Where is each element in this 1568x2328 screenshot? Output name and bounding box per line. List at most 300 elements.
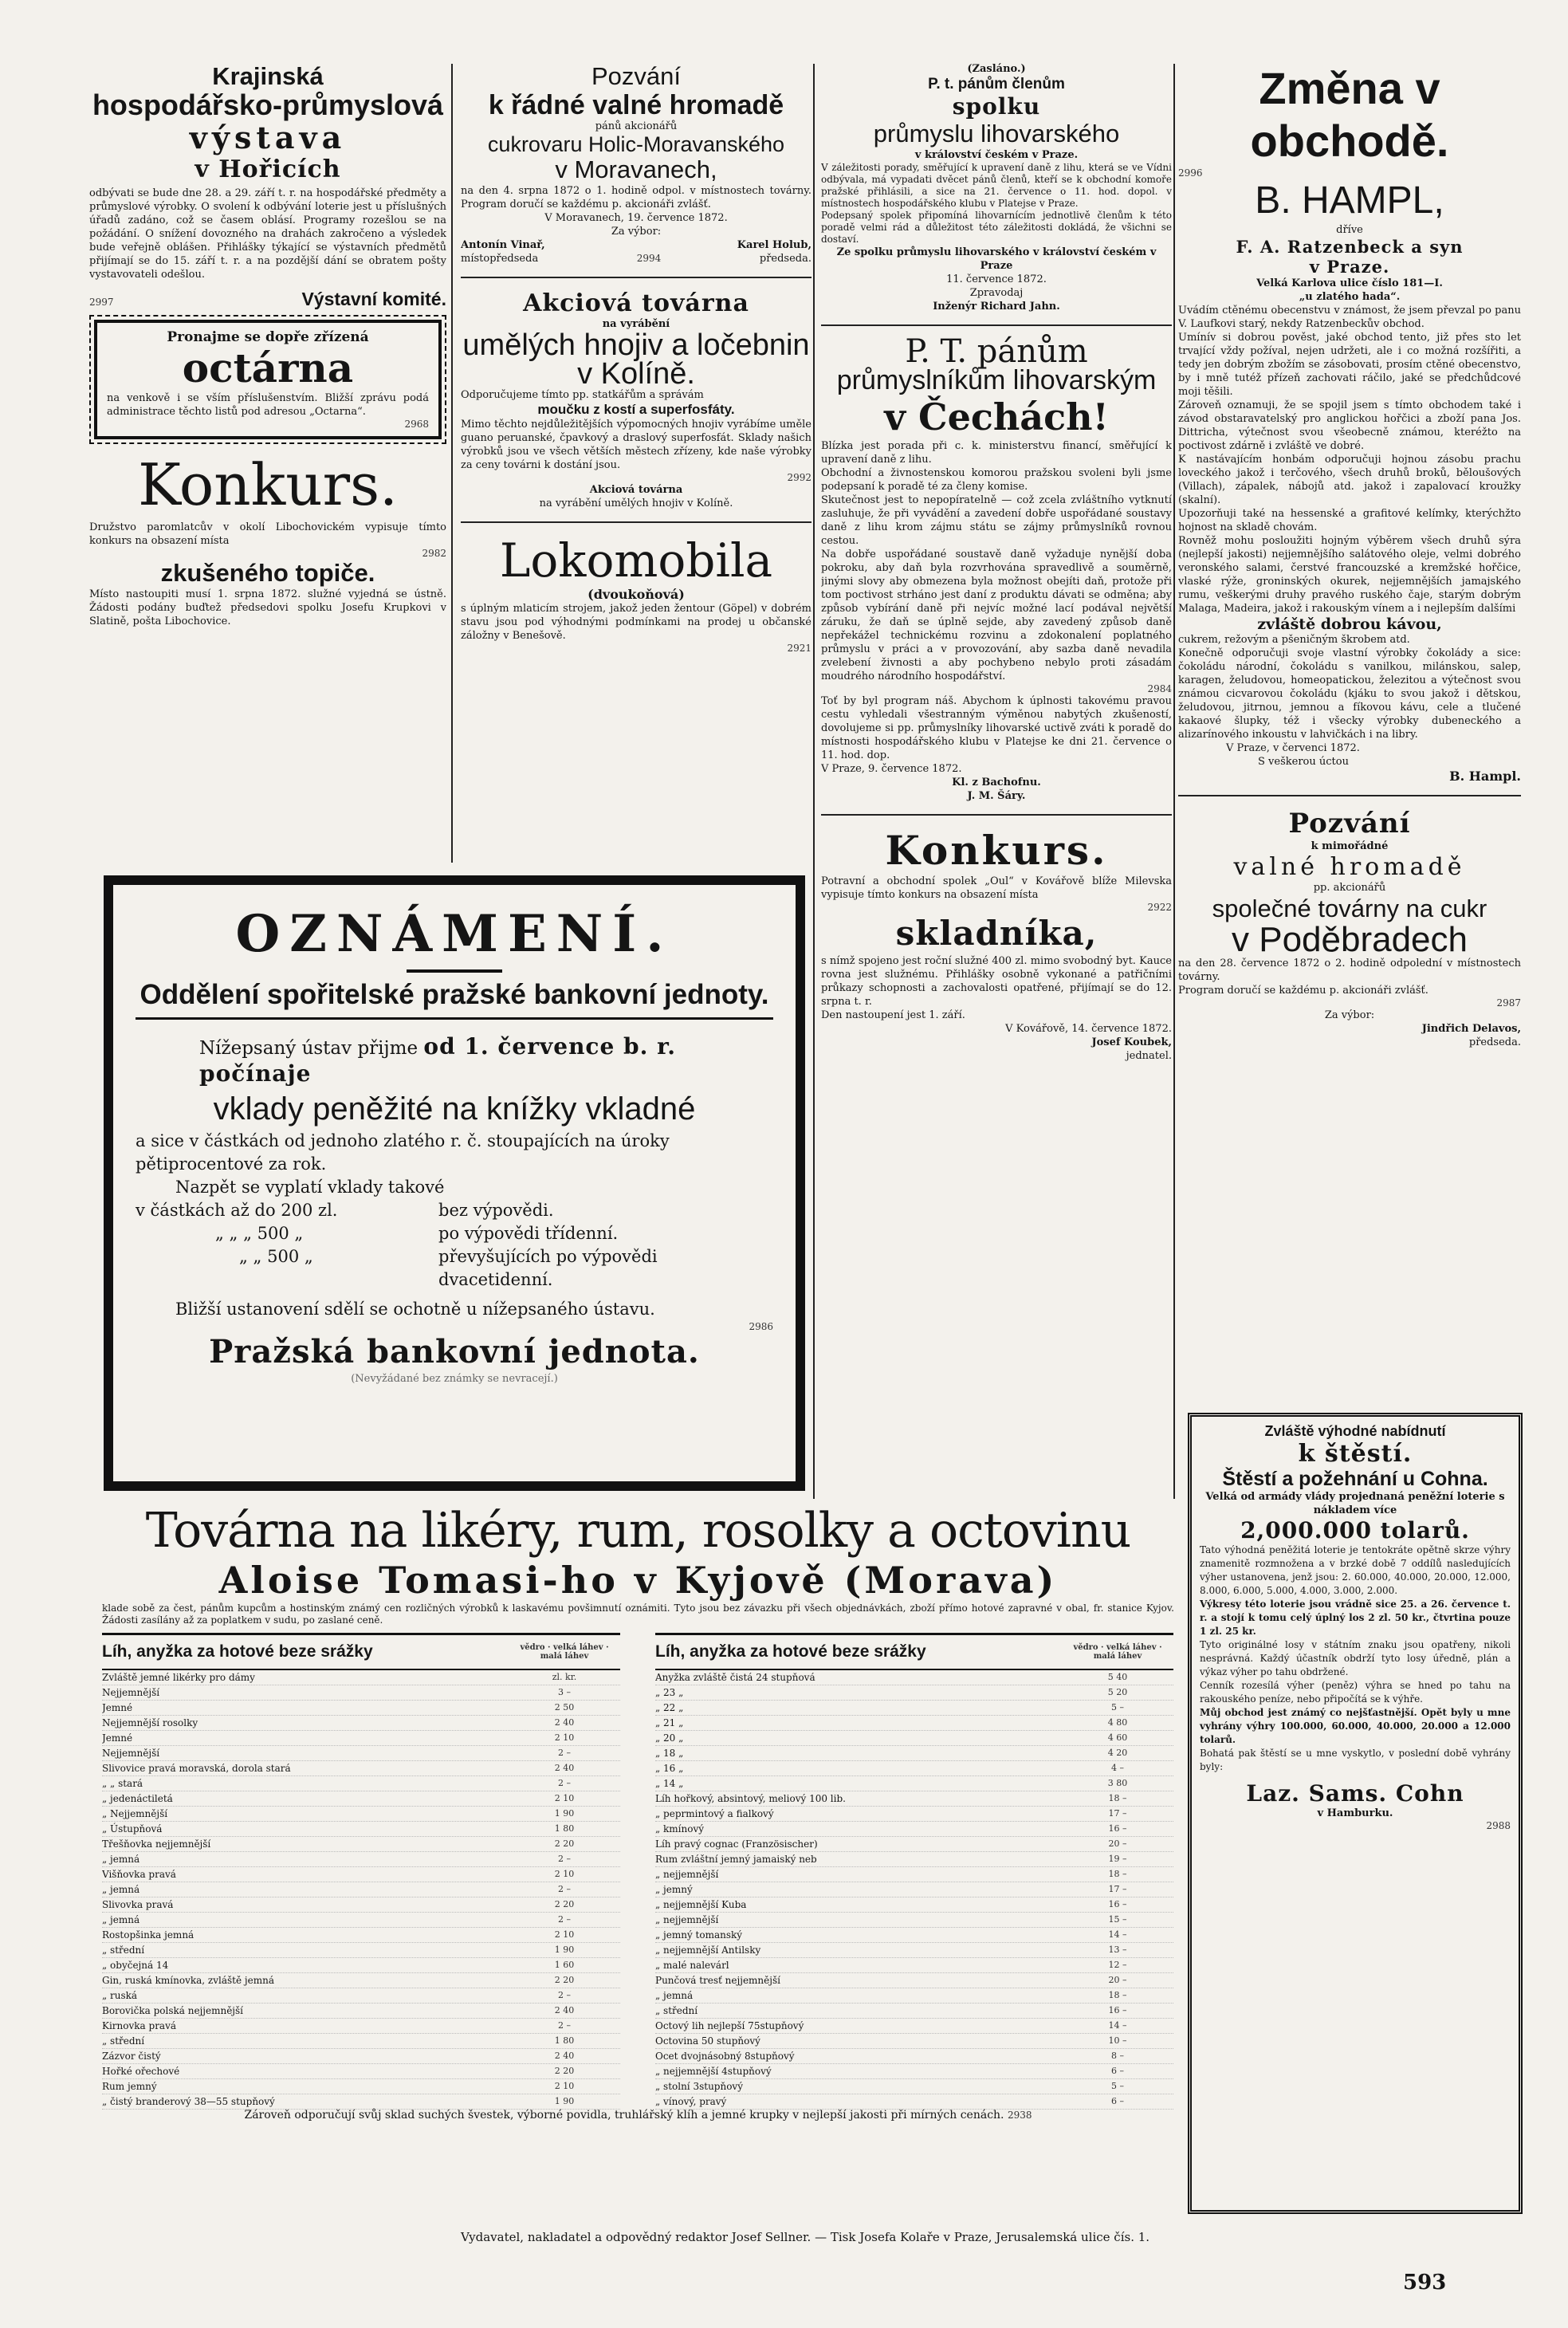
- table-item-price: 1 80: [554, 2035, 575, 2046]
- table-item-price: 2 20: [554, 1975, 575, 1985]
- column-rule: [1173, 64, 1175, 1499]
- octarna-title: octárna: [182, 344, 354, 391]
- table-item-price: 1 90: [554, 2096, 575, 2106]
- pozvani-t5: v Moravanech,: [555, 155, 717, 183]
- podebrady-t3: valné hromadě: [1233, 853, 1466, 881]
- tovarna-t2: na vyrábění: [602, 318, 670, 330]
- table-item-price: 8 –: [1111, 2051, 1124, 2061]
- oznameni-l7a: „ „ 500 „: [239, 1247, 313, 1266]
- table-row: [102, 1791, 620, 1807]
- table-item-name: Líh hořkový, absintový, meliový 100 lib.: [655, 1793, 846, 1804]
- table-row: [102, 1670, 620, 1685]
- table-row: [655, 2064, 1173, 2079]
- table-item-name: „ 21 „: [655, 1717, 684, 1728]
- pozvani-place: V Moravanech, 19. července 1872.: [544, 212, 728, 224]
- pozvani-role-2: předseda.: [759, 253, 812, 265]
- table-item-price: 2 40: [554, 1763, 575, 1773]
- ad-tovarna-kolin: [461, 289, 812, 510]
- zaslano-zpr: Zpravodaj: [969, 287, 1024, 299]
- tovarna-sig-2: na vyrábění umělých hnojiv v Kolíně.: [539, 497, 733, 509]
- konkurs2-body-3: Den nastoupení jest 1. září.: [821, 1009, 965, 1021]
- divider: [821, 324, 1172, 326]
- table-row: [655, 1943, 1173, 1958]
- pozvani-sig-1: Antonín Vinař,: [461, 239, 545, 251]
- table-body: [102, 1670, 620, 2110]
- tovarna-t1: Akciová továrna: [523, 289, 749, 317]
- zmena-bold: zvláště dobrou kávou,: [1257, 615, 1442, 633]
- vystava-signature: Výstavní komité.: [301, 289, 446, 309]
- ad-number: 2992: [787, 472, 812, 483]
- table-item-price: 2 –: [558, 1778, 571, 1788]
- konkurs-title: Konkurs.: [138, 451, 398, 518]
- table-item-name: Třešňovka nejjemnější: [102, 1838, 211, 1850]
- podebrady-vybor: Za výbor:: [1324, 1009, 1375, 1021]
- table-item-name: Višňovka pravá: [102, 1869, 176, 1880]
- ad-pt-pananum: [821, 333, 1172, 803]
- pozvani-vybor: Za výbor:: [611, 226, 662, 238]
- table-item-name: „ 23 „: [655, 1687, 684, 1698]
- oznameni-l1a: Nížepsaný ústav přijme: [199, 1038, 419, 1059]
- zmena-resp: S veškerou úctou: [1258, 756, 1349, 768]
- table-row: [655, 1731, 1173, 1746]
- oznameni-l6a: „ „ „ 500 „: [215, 1224, 304, 1243]
- table-row: [102, 2034, 620, 2049]
- zmena-t6: Velká Karlova ulice číslo 181—I.: [1256, 277, 1443, 289]
- zmena-p2: Umínív si dobrou pověst, jaké obchod tento, již přes sto let trvající vždy požíval, nejen udržeti, ale i co možná rozšířiti, a tedy jen dobrým zbožím se zásobovati, prosím ctěné obecenstvo, by i mně tutéž přízeň zachovati ráčilo, jaké se předchůdcové moji těšili.: [1178, 332, 1521, 398]
- table-item-price: 2 40: [554, 2005, 575, 2015]
- table-item-price: 14 –: [1108, 1929, 1127, 1940]
- ad-number: 2996: [1178, 167, 1203, 179]
- vystava-title-1: Krajinská: [212, 62, 324, 90]
- table-row: [102, 1776, 620, 1791]
- table-row: [102, 1807, 620, 1822]
- table-row: [655, 2049, 1173, 2064]
- table-item-price: 2 10: [554, 1929, 575, 1940]
- table-item-name: Kirnovka pravá: [102, 2020, 177, 2031]
- zaslano-t1: P. t. pánům členům: [928, 76, 1065, 92]
- table-item-name: „ nejjemnější 4stupňový: [655, 2066, 772, 2077]
- table-item-name: Nejjemnější: [102, 1687, 160, 1698]
- podebrady-role: předseda.: [1468, 1036, 1521, 1048]
- table-body: [655, 1670, 1173, 2110]
- ad-konkurs-skladnik: [821, 827, 1172, 1063]
- ad-number: 2921: [787, 643, 812, 654]
- cohn-t1: Zvláště výhodné nabídnutí: [1264, 1423, 1446, 1439]
- table-item-name: Slivovice pravá moravská, dorola stará: [102, 1763, 291, 1774]
- cohn-b7: Bohatá pak štěstí se u mne vyskytlo, v poslední době vyhrány byly:: [1200, 1748, 1511, 1772]
- cohn-b5: Cenník rozesílá výher (peněz) výhra se hned po tahu na rakouského peníze, nebo připočítá se k výhře.: [1200, 1680, 1511, 1705]
- pozvani-title-2: k řádné valné hromadě: [488, 90, 784, 120]
- zmena-t4: F. A. Ratzenbeck a syn: [1236, 237, 1464, 257]
- table-item-name: „ nejjemnější Kuba: [655, 1899, 747, 1910]
- podebrady-t1: Pozvání: [1288, 808, 1411, 840]
- cohn-b3: Výkresy této loterie jsou vrádně sice 25. a 26. července t. r. a stojí k tomu celý úplný los 2 zl. 50 kr., čtvrtina pouze 1 zl. 25 kr.: [1200, 1599, 1511, 1637]
- ad-cohn-lottery: [1188, 1413, 1523, 2214]
- price-table-right: [655, 1633, 1173, 2110]
- cohn-city: v Hamburku.: [1317, 1807, 1393, 1819]
- lokomobila-body: s úplným mlaticím strojem, jakož jeden žentour (Göpel) v dobrém stavu jsou pod výhodnými podmínkami na prodej u občanské záložny v Benešově.: [461, 603, 812, 642]
- table-row: [655, 1791, 1173, 1807]
- table-item-name: „ 22 „: [655, 1702, 684, 1713]
- table-item-price: 3 –: [558, 1687, 571, 1697]
- vystava-title-2: hospodářsko-průmyslová: [92, 88, 444, 121]
- table-item-price: 2 –: [558, 1990, 571, 2000]
- column-2: [461, 62, 812, 654]
- tovarna-sig-1: Akciová továrna: [589, 484, 683, 496]
- divider: [461, 277, 812, 278]
- zmena-t2: B. HAMPL,: [1255, 179, 1444, 222]
- table-item-price: 2 50: [554, 1702, 575, 1713]
- table-item-name: „ malé nalevárl: [655, 1960, 729, 1971]
- table-row: [655, 2019, 1173, 2034]
- divider: [461, 521, 812, 523]
- tovarna-t3: umělých hnojiv a ločebnin: [462, 328, 810, 362]
- table-item-name: „ jedenáctiletá: [102, 1793, 173, 1804]
- table-item-name: „ jemný tomanský: [655, 1929, 743, 1941]
- oznameni-l1b: od 1. července b. r. počínaje: [199, 1033, 677, 1087]
- oznameni-title: OZNÁMENÍ.: [235, 904, 674, 964]
- octarna-lead: Pronajme se dopře zřízená: [167, 329, 369, 345]
- table-item-price: 2 –: [558, 2020, 571, 2031]
- ad-zaslano: [821, 62, 1172, 313]
- octarna-body: na venkově i se vším příslušenstvím. Bližší zprávu podá administrace těchto listů pod adresou „Octarna“.: [107, 392, 429, 418]
- cohn-sign: Laz. Sams. Cohn: [1246, 1780, 1464, 1807]
- table-row: [655, 1882, 1173, 1897]
- divider: [136, 1017, 773, 1020]
- konkurs2-date: V Kovářově, 14. července 1872.: [1005, 1023, 1172, 1035]
- table-item-name: „ „ stará: [102, 1778, 143, 1789]
- table-row: [102, 1958, 620, 1973]
- table-row: [102, 1731, 620, 1746]
- table-item-price: 2 10: [554, 1793, 575, 1803]
- column-rule: [813, 64, 815, 1499]
- table-item-price: 5 40: [1107, 1672, 1128, 1682]
- zmena-sign: B. Hampl.: [1449, 769, 1521, 784]
- oznameni-l5a: v částkách až do 200 zl.: [136, 1201, 338, 1220]
- ad-pozvani-podebrady: [1178, 808, 1521, 1049]
- oznameni-l2: vklady peněžité na knížky vkladné: [213, 1091, 696, 1127]
- zaslano-t3: průmyslu lihovarského: [873, 120, 1120, 147]
- table-item-price: 2 10: [554, 1869, 575, 1879]
- ad-number: 2997: [89, 297, 114, 308]
- zmena-p7: cukrem, režovým a pšeničným škrobem atd.: [1178, 634, 1410, 646]
- table-row: [655, 1670, 1173, 1685]
- table-row: [102, 1882, 620, 1897]
- konkurs2-title: Konkurs.: [885, 827, 1108, 874]
- cohn-big: 2,000.000 tolarů.: [1240, 1517, 1470, 1543]
- table-item-price: 14 –: [1108, 2020, 1127, 2031]
- ad-likery-header: [102, 1504, 1174, 1626]
- table-row: [655, 1746, 1173, 1761]
- table-row: [102, 1685, 620, 1701]
- tovarna-t4: v Kolíně.: [577, 357, 695, 391]
- lokomobila-title: Lokomobila: [499, 533, 773, 588]
- table-item-name: „ 20 „: [655, 1732, 684, 1744]
- table-row: [655, 1807, 1173, 1822]
- table-row: [655, 1973, 1173, 1988]
- table-row: [102, 1943, 620, 1958]
- table-item-name: Rum jemný: [102, 2081, 157, 2092]
- ad-lokomobila: [461, 534, 812, 654]
- table-item-name: „ ruská: [102, 1990, 138, 2001]
- table-row: [655, 2034, 1173, 2049]
- pozvani-body: na den 4. srpna 1872 o 1. hodině odpol. v místnostech továrny. Program doručí se každému p. akcionáři zvlášť.: [461, 185, 812, 210]
- table-header: Líh, anyžka za hotové beze srážky: [655, 1642, 926, 1661]
- table-item-name: Anyžka zvláště čistá 24 stupňová: [655, 1672, 815, 1683]
- konkurs2-sign: Josef Koubek,: [1091, 1036, 1172, 1048]
- pozvani-t3: pánů akcionářů: [595, 120, 678, 132]
- ad-number: 2982: [422, 548, 446, 559]
- table-item-price: 16 –: [1108, 2005, 1127, 2015]
- price-table-left: [102, 1633, 620, 2110]
- tovarna-body-2: Mimo těchto nejdůležitějších výpomocných hnojiv vyrábíme uměle guano peruanské, čpavkový a draslový superfosfát. Sklady našich výrobků jsou ve všech větších městech zřízeny, kde naše výrobky za ceny továrni k dostání jsou.: [461, 419, 812, 471]
- table-item-price: 2 40: [554, 2051, 575, 2061]
- table-item-name: Ocet dvojnásobný 8stupňový: [655, 2051, 795, 2062]
- table-row: [655, 2079, 1173, 2094]
- column-1: [89, 62, 446, 628]
- ad-number: 2984: [1147, 683, 1172, 694]
- podebrady-body: na den 28. července 1872 o 2. hodině odpolední v místnostech továrny.: [1178, 958, 1521, 983]
- oznameni-l5b: bez výpovědi.: [438, 1201, 554, 1220]
- table-item-name: „ 14 „: [655, 1778, 684, 1789]
- table-row: [102, 1837, 620, 1852]
- zmena-title: Změna v obchodě.: [1250, 63, 1449, 166]
- ad-number: 2922: [1147, 902, 1172, 913]
- table-item-name: „ jemná: [102, 1854, 140, 1865]
- table-item-name: „ Ústupňová: [102, 1823, 163, 1834]
- table-row: [102, 1867, 620, 1882]
- table-item-name: „ vínový, pravý: [655, 2096, 727, 2107]
- table-row: [102, 1973, 620, 1988]
- table-item-price: 1 90: [554, 1945, 575, 1955]
- oznameni-note: (Nevyžádané bez známky se nevracejí.): [351, 1373, 558, 1385]
- table-item-price: 2 20: [554, 2066, 575, 2076]
- table-item-price: 20 –: [1108, 1975, 1127, 1985]
- table-item-name: Gin, ruská kmínovka, zvláště jemná: [102, 1975, 274, 1986]
- table-item-name: Octovina 50 stupňový: [655, 2035, 760, 2047]
- table-item-name: Hořké ořechové: [102, 2066, 180, 2077]
- table-row: [655, 1822, 1173, 1837]
- table-item-price: 18 –: [1108, 1869, 1127, 1879]
- table-item-price: 2 –: [558, 1884, 571, 1894]
- table-item-price: 2 10: [554, 2081, 575, 2091]
- podebrady-t5: společné továrny na cukr: [1212, 895, 1487, 922]
- cohn-b6: Můj obchod jest známý co nejšťastnější. Opět byly u mne vyhrány výhry 100.000, 60.000, 40.000, 20.000 a 12.000 tolarů.: [1200, 1707, 1511, 1745]
- table-item-price: 16 –: [1108, 1823, 1127, 1834]
- table-item-price: 2 20: [554, 1838, 575, 1849]
- table-item-price: 6 –: [1111, 2096, 1124, 2106]
- table-item-price: 13 –: [1108, 1945, 1127, 1955]
- konkurs2-sub: skladníka,: [895, 914, 1098, 953]
- table-item-name: „ jemná: [102, 1884, 140, 1895]
- table-row: [655, 1776, 1173, 1791]
- divider: [1178, 795, 1521, 796]
- table-item-name: „ nejjemnější: [655, 1869, 719, 1880]
- table-item-name: Jemné: [102, 1732, 133, 1744]
- table-item-price: 18 –: [1108, 1793, 1127, 1803]
- vystava-title-3: výstava: [189, 120, 347, 155]
- ad-number: 2988: [1486, 1820, 1511, 1831]
- table-row: [655, 1685, 1173, 1701]
- lokomobila-sub: (dvoukoňová): [588, 587, 685, 602]
- table-item-price: 1 90: [554, 1808, 575, 1819]
- konkurs-sub: zkušeného topiče.: [160, 559, 375, 587]
- ad-oznameni: [104, 875, 805, 1491]
- pozvani-role-1: místopředseda: [461, 253, 539, 265]
- tovarna-bold: moučku z kostí a superfosfáty.: [537, 402, 735, 417]
- table-col-header: vědro · velká láhev · malá láhev: [520, 1643, 609, 1661]
- cohn-b4: Tyto originálné losy v státním znaku jsou opatřeny, nikoli nesprávná. Každý účastník obdrží tyto losy úředně, plán a výkaz výher po tahu obdržené.: [1200, 1639, 1511, 1677]
- ad-konkurs-topic: [89, 449, 446, 628]
- table-item-name: Octový lih nejlepší 75stupňový: [655, 2020, 804, 2031]
- pt-t2: průmyslníkům lihovarským: [836, 365, 1157, 395]
- table-item-name: „ stolní 3stupňový: [655, 2081, 743, 2092]
- pt-t3: v Čechách!: [884, 395, 1109, 438]
- likery-t2: Aloise Tomasi-ho v Kyjově (Morava): [218, 1559, 1058, 1602]
- cohn-t2: k štěstí.: [1298, 1440, 1413, 1468]
- table-row: [102, 1913, 620, 1928]
- table-item-price: 5 20: [1107, 1687, 1128, 1697]
- table-row: [655, 1897, 1173, 1913]
- table-item-name: „ nejjemnější Antilsky: [655, 1945, 761, 1956]
- table-item-price: 1 80: [554, 1823, 575, 1834]
- table-row: [655, 1761, 1173, 1776]
- table-item-price: 17 –: [1108, 1884, 1127, 1894]
- table-item-price: 2 40: [554, 1717, 575, 1728]
- table-item-price: 15 –: [1108, 1914, 1127, 1925]
- pt-p1: Blízka jest porada při c. k. ministerstvu financí, směřující k upravení daně z lihu.: [821, 440, 1172, 466]
- ad-number: 2987: [1496, 997, 1521, 1009]
- table-row: [655, 1913, 1173, 1928]
- table-header: Líh, anyžka za hotové beze srážky: [102, 1642, 373, 1661]
- zaslano-body: V záležitosti porady, směřující k upravení daně z lihu, která se ve Vídni odbývala, má vypadati dvěcet pánů členů, kteří se k obchodní komoře pražské přihlásili, a sice na 21. července o 11. hod. dopol. v místnostech hospodářského klubu v Platejse v Praze.: [821, 162, 1172, 209]
- table-item-name: Líh pravý cognac (Französischer): [655, 1838, 818, 1850]
- podebrady-body-2: Program doručí se každému p. akcionáři zvlášť.: [1178, 985, 1428, 997]
- column-4: [1178, 62, 1521, 1049]
- podebrady-t6: v Poděbradech: [1232, 920, 1468, 959]
- ad-number: 2994: [636, 253, 662, 264]
- vystava-body: odbývati se bude dne 28. a 29. září t. r. na hospodářské předměty a průmyslové výrobky. O svolení k odbývání loterie jest u příslušných úřadů zadáno, což se časem oblásí. Programy rozešlou se na požádání. O snížení dovozného na drahách zakročeno a výsledek bude veřejně oblášen. Přihlášky týkající se výstavních předmětů přijímají se do 15. září t. r. a na pozdější dání se obratem pošty vystavovateli odešlou.: [89, 187, 446, 281]
- ad-number: 2968: [404, 419, 429, 430]
- table-row: [102, 1761, 620, 1776]
- table-item-price: 4 80: [1107, 1717, 1128, 1728]
- table-row: [655, 1988, 1173, 2004]
- zmena-p8: Konečně odporučuji svoje vlastní výrobky čokolády a sice: čokoládu národní, čokoládu s vanilkou, milánskou, salep, karagen, želudovou, homeopatickou, železitou a výtečnost svou známou cicvarovou čokoládu (kjáku to svou jakož i dětskou, želudovou, jitrnou, jemnou a fíkovou kávu, cele a tlučené kakaové šlupky, též i všecky výrobky dubeneckého a alizarínového inkoustu v lahvičkách i na libry.: [1178, 647, 1521, 741]
- table-item-name: „ 18 „: [655, 1748, 684, 1759]
- oznameni-l7b: převyšujících po výpovědi dvacetidenní.: [438, 1247, 658, 1289]
- table-item-name: Zázvor čistý: [102, 2051, 161, 2062]
- table-col-header: vědro · velká láhev · malá láhev: [1073, 1643, 1162, 1661]
- table-item-price: 16 –: [1108, 1899, 1127, 1909]
- cohn-b2: Tato výhodná peněžitá loterie je tentokráte opětně skrze výhry znamenitě rozmnožena a v brzké době 7 oddílů nasledujících výher ustanovena, jenž jsou: 2. 60.000, 40.000, 20.000, 12.000, 8.000, 6.000, 5.000, 4.000, 3.000, 2.000.: [1200, 1544, 1511, 1596]
- table-item-price: 19 –: [1108, 1854, 1127, 1864]
- table-item-name: „ střední: [655, 2005, 698, 2016]
- zaslano-t4: v království českém v Praze.: [914, 149, 1079, 161]
- table-row: [655, 1867, 1173, 1882]
- table-item-price: 20 –: [1108, 1838, 1127, 1849]
- konkurs-body-2: Místo nastoupiti musí 1. srpna 1872. služné vyjedná se ústně. Žádosti podány buďtež předsedovi spolku Josefu Krupkovi v Slatině, pošta Libochovice.: [89, 588, 446, 627]
- table-row: [102, 1716, 620, 1731]
- table-item-price: 4 60: [1107, 1732, 1128, 1743]
- vystava-title-4: v Hořicích: [195, 155, 341, 183]
- table-row: [102, 1746, 620, 1761]
- table-item-price: 2 –: [558, 1748, 571, 1758]
- zaslano-t0: (Zasláno.): [967, 63, 1026, 75]
- pt-p4: Na dobře uspořádané soustavě daně vyžaduje nynější doba pokroku, aby daň byla rozvrhována spravedlivě a souměrně, jinými slovy aby obmezena byla možnost obejíti daň, protože při tom poctivost strháno jest daní z produktu dávati se odměna; aby způsob vybírání daně při nejvíc možné lací podával největší záruku, že daň se úplně sejde, aby zavedený způsob daně nepřekážel technickému rozvinu a zdokonalení poplatného průmyslu v práci a v provozování, aby sazba daně nevadila zvelebení živnosti a aby pochybeno nebylo proti zásadám moudrého národního hospodářství.: [821, 549, 1172, 682]
- table-item-name: Jemné: [102, 1702, 133, 1713]
- table-item-name: „ kmínový: [655, 1823, 705, 1834]
- ad-vystava: [89, 62, 446, 310]
- table-item-price: 4 –: [1111, 1763, 1124, 1773]
- table-item-name: Borovička polská nejjemnější: [102, 2005, 244, 2016]
- imprint-text: Vydavatel, nakladatel a odpovědný redaktor Josef Sellner. — Tisk Josefa Kolaře v Praze, Jerusalemská ulice čís. 1.: [460, 2230, 1150, 2244]
- pt-p3: Skutečnost jest to nepopíratelně — což zcela zvláštního vytknutí zasluhuje, že při vyvádění a zavedení dobře uspořádané soustavy daně z lihu krom zájmu státu se zájmy průmyslníků rovnou cestou.: [821, 494, 1172, 547]
- table-item-price: 2 10: [554, 1732, 575, 1743]
- table-item-name: Punčová tresť nejjemnější: [655, 1975, 780, 1986]
- zmena-t5: v Praze.: [1309, 257, 1390, 277]
- podebrady-t4: pp. akcionářů: [1313, 882, 1386, 894]
- pt-sig-2: J. M. Šáry.: [967, 790, 1026, 802]
- likery-foot-text: Zároveň odporučují svůj sklad suchých švestek, výborné povidla, truhlářský klíh a jemné krupky v nejlepší jakosti při mírných cenách.: [244, 2109, 1004, 2122]
- table-item-name: „ Nejjemnější: [102, 1808, 168, 1819]
- table-item-price: 6 –: [1111, 2066, 1124, 2076]
- pozvani-t4: cukrovaru Holic-Moravanského: [487, 132, 785, 156]
- table-item-name: Zvláště jemné likérky pro dámy: [102, 1672, 255, 1683]
- page-number: 593: [1403, 2271, 1447, 2295]
- table-item-name: Rostopšinka jemná: [102, 1929, 195, 1941]
- likery-t1: Továrna na likéry, rum, rosolky a octovinu: [145, 1503, 1131, 1559]
- pt-p2: Obchodní a živnostenskou komorou pražskou svoleni byli jsme podepsaní k poradě té za členy komise.: [821, 467, 1172, 493]
- table-row: [102, 1897, 620, 1913]
- table-item-price: 1 60: [554, 1960, 575, 1970]
- tovarna-body: Odporučujeme tímto pp. statkářům a správám: [461, 389, 704, 401]
- likery-intro: klade sobě za čest, pánům kupcům a hostinským známý cen rozličných výrobků k laskavému povšimnutí oznámiti. Tyto jsou bez závazku při všech objednávkách, zboží přímo hotové zapravné v obal, fr. stanice Kyjov. Žádosti zasílány až za poplatkem v sudu, po zaslané ceně.: [102, 1602, 1174, 1626]
- table-item-price: 4 20: [1107, 1748, 1128, 1758]
- oznameni-sign: Pražská bankovní jednota.: [209, 1333, 700, 1370]
- table-row: [102, 2004, 620, 2019]
- table-item-price: 3 80: [1107, 1778, 1128, 1788]
- zaslano-date: 11. července 1872.: [946, 273, 1047, 285]
- oznameni-l6b: po výpovědi třídenní.: [438, 1224, 619, 1243]
- pt-t1: P. T. pánům: [905, 333, 1088, 370]
- table-item-price: 2 –: [558, 1914, 571, 1925]
- table-row: [102, 1928, 620, 1943]
- pozvani-title: Pozvání: [591, 62, 681, 90]
- column-3: [821, 62, 1172, 1063]
- table-item-name: „ peprmintový a fialkový: [655, 1808, 774, 1819]
- table-row: [655, 1958, 1173, 1973]
- table-row: [655, 1852, 1173, 1867]
- table-item-name: „ obyčejná 14: [102, 1960, 169, 1971]
- ad-octarna: [94, 320, 442, 439]
- table-item-price: 5 –: [1111, 2081, 1124, 2091]
- cohn-b1: Velká od armády vlády projednaná peněžní loterie s nákladem více: [1205, 1491, 1505, 1516]
- ad-number: 2938: [1007, 2110, 1032, 2121]
- ad-number: 2986: [749, 1321, 773, 1332]
- imprint: [88, 2230, 1523, 2244]
- table-item-name: „ jemná: [655, 1990, 694, 2001]
- oznameni-l8: Bližší ustanovení sdělí se ochotně u nížepsaného ústavu.: [175, 1300, 655, 1319]
- table-item-name: Nejjemnější: [102, 1748, 160, 1759]
- zmena-date: V Praze, v červenci 1872.: [1226, 742, 1360, 754]
- zmena-p1: Uvádím ctěnému obecenstvu v známost, že jsem převzal po panu V. Laufkovi starý, nekdy Ratzenbeckův obchod.: [1178, 305, 1521, 330]
- ornament-rule: [407, 969, 502, 973]
- table-item-name: „ střední: [102, 1945, 145, 1956]
- table-row: [102, 2064, 620, 2079]
- column-rule: [451, 64, 453, 863]
- table-item-name: „ jemná: [102, 1914, 140, 1925]
- table-item-price: zl. kr.: [552, 1672, 577, 1682]
